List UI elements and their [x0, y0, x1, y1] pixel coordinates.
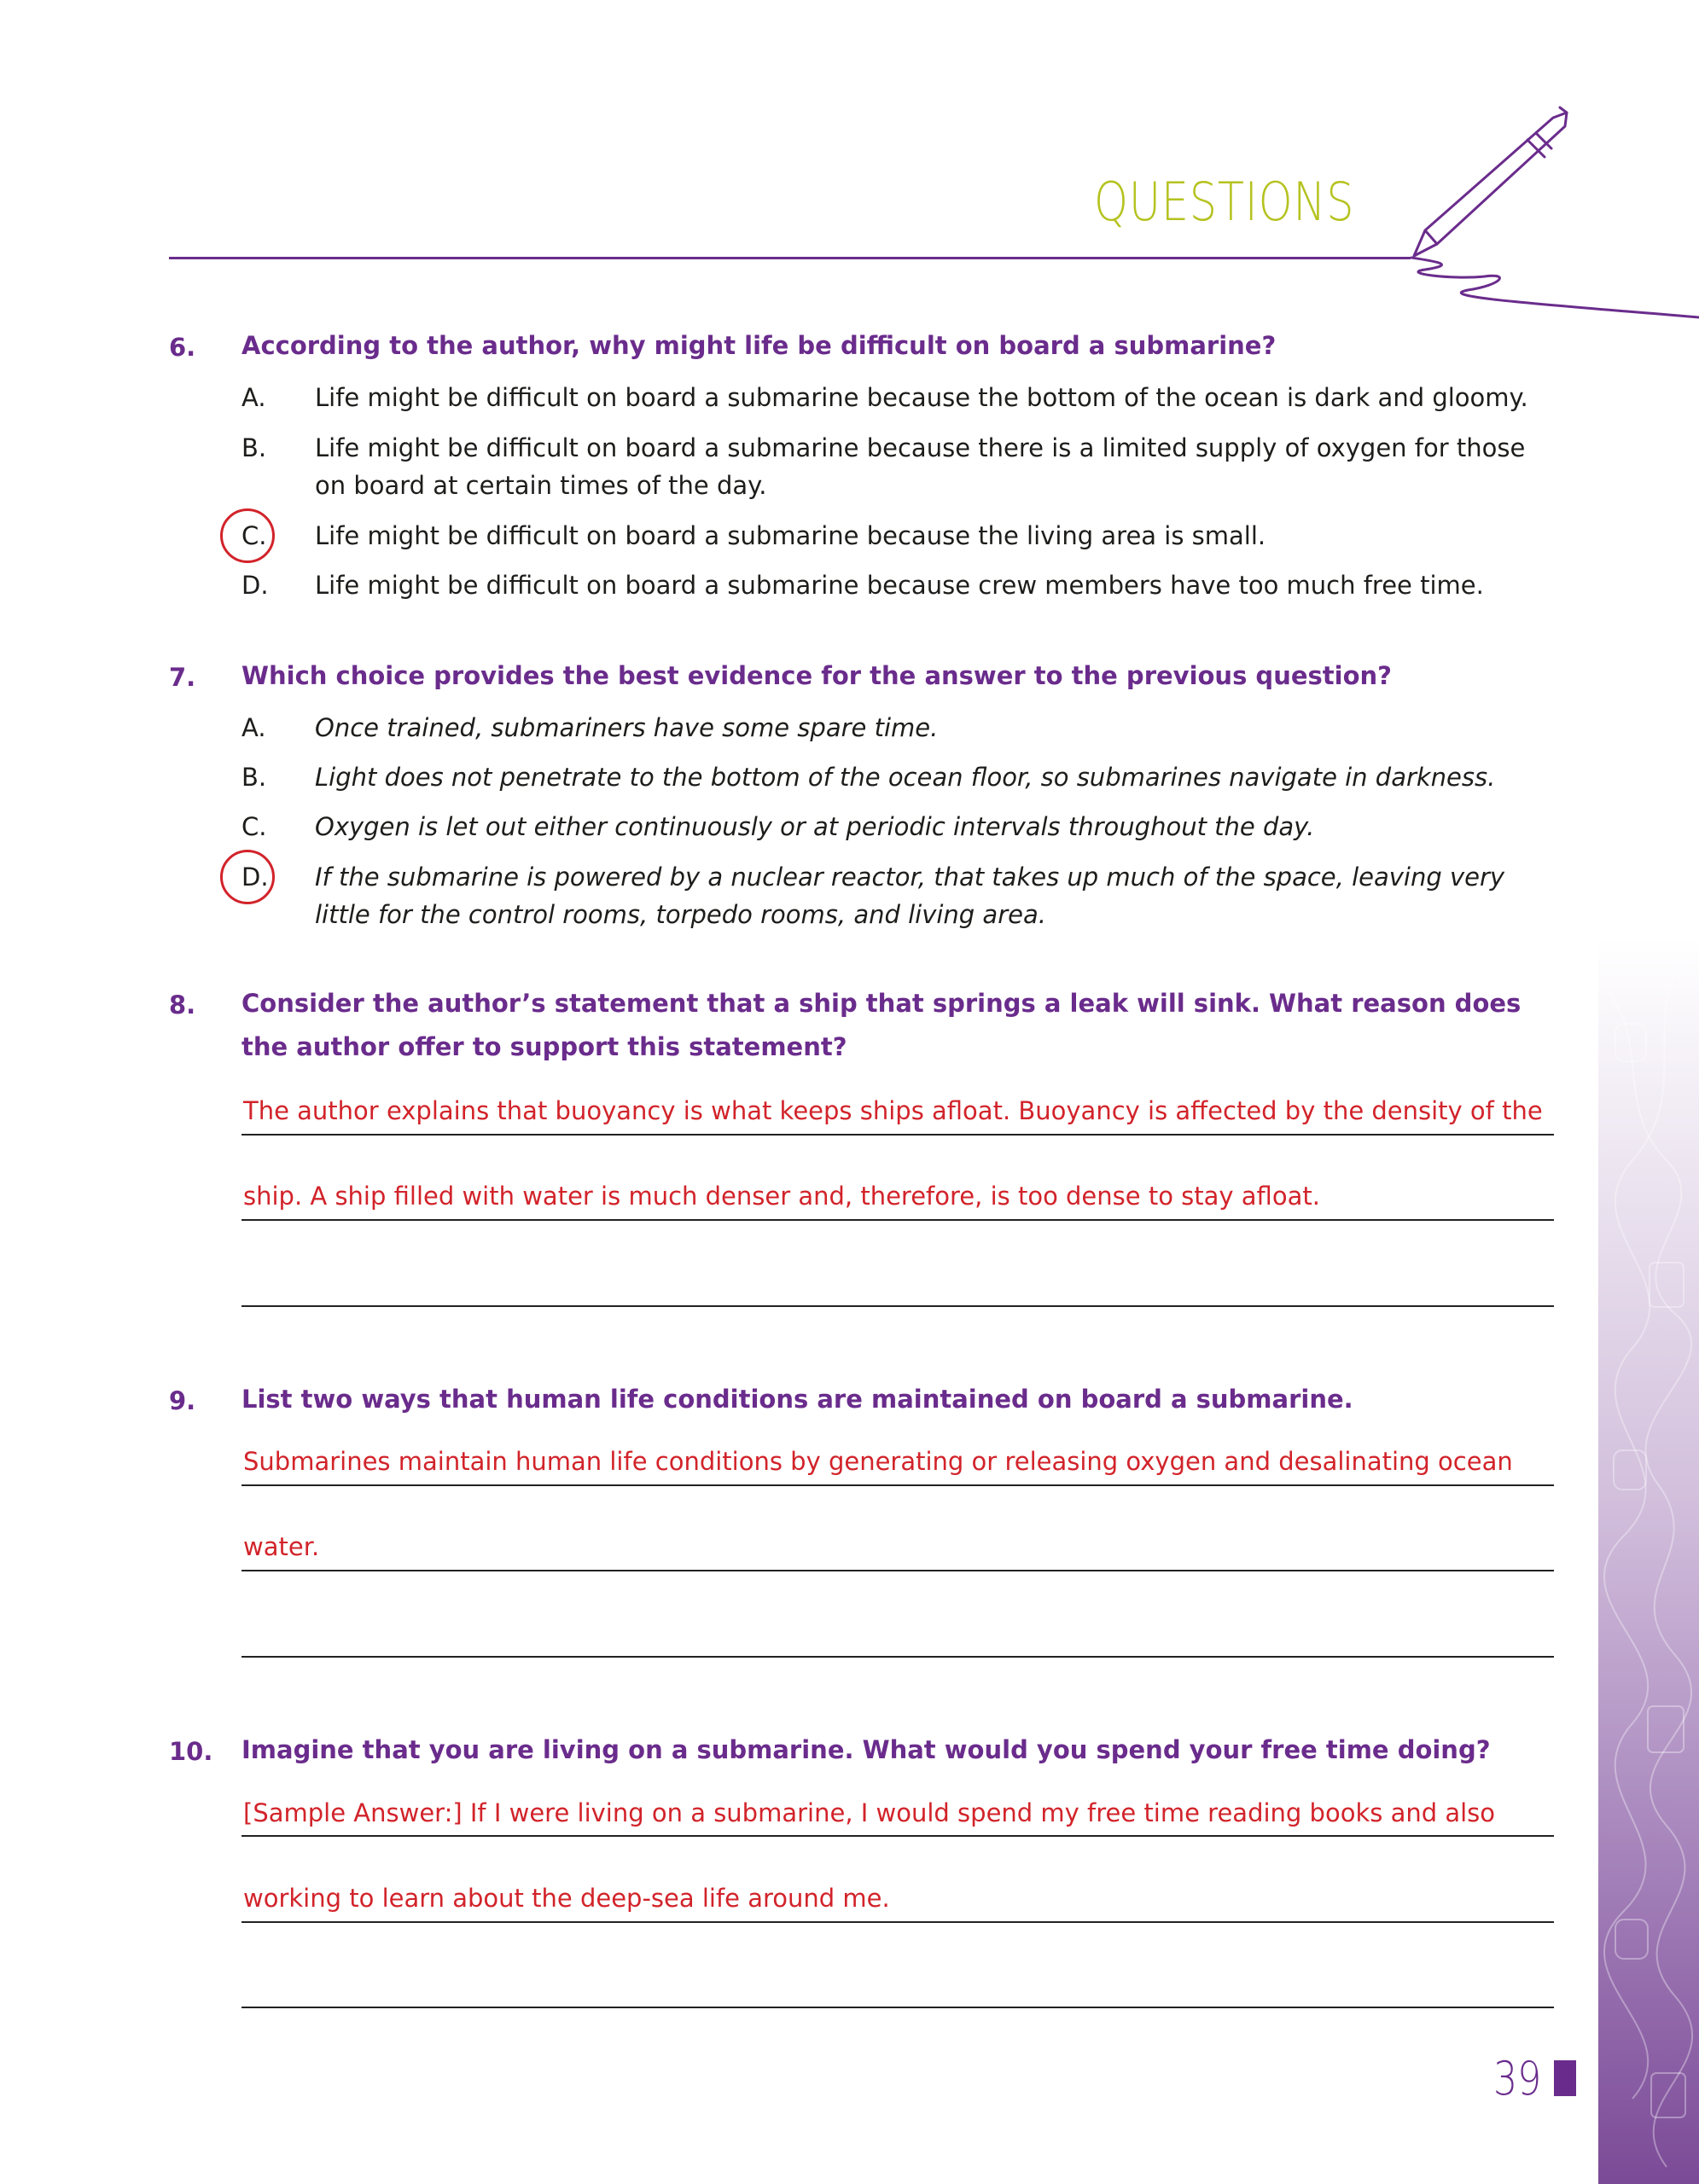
answer-text: water.	[243, 1532, 320, 1561]
answer-text: The author explains that buoyancy is what keeps ships afloat. Buoyancy is affected by the density of the	[243, 1096, 1543, 1125]
option-letter: C.	[241, 812, 267, 841]
option-letter: D.	[241, 571, 269, 600]
option-text: Light does not penetrate to the bottom of the ocean floor, so submarines navigate in darkness.	[315, 763, 1496, 792]
option-text: Life might be difficult on board a submarine because there is a limited supply of oxygen for those on board at certain times of the day.	[315, 433, 1526, 500]
question-number: 6.	[169, 333, 196, 362]
option-letter: B.	[241, 433, 267, 462]
decorative-sidebar	[1598, 938, 1699, 2184]
section-title: QUESTIONS	[1094, 171, 1355, 233]
option-letter: A.	[241, 713, 266, 742]
option-letter: B.	[241, 763, 267, 792]
answer-text: working to learn about the deep-sea life around me.	[243, 1884, 890, 1913]
question-number: 9.	[169, 1386, 196, 1415]
question-number: 10.	[169, 1737, 213, 1766]
answer-line[interactable]	[241, 1484, 1554, 1486]
question-prompt: Which choice provides the best evidence for the answer to the previous question?	[241, 661, 1392, 690]
answer-text: [Sample Answer:] If I were living on a submarine, I would spend my free time reading books and also	[243, 1798, 1496, 1827]
option-text: Life might be difficult on board a submarine because the living area is small.	[315, 521, 1266, 550]
pen-icon	[1399, 102, 1699, 324]
answer-text: Submarines maintain human life conditions by generating or releasing oxygen and desalinating ocean	[243, 1447, 1513, 1476]
answer-line[interactable]	[241, 1835, 1554, 1837]
header-rule	[169, 257, 1411, 259]
question-number: 7.	[169, 663, 196, 692]
option-text: Oxygen is let out either continuously or at periodic intervals throughout the day.	[315, 812, 1315, 841]
doodle-pattern	[1598, 938, 1699, 2184]
answer-line[interactable]	[241, 1134, 1554, 1136]
option-letter: C.	[241, 521, 267, 550]
answer-line[interactable]	[241, 1921, 1554, 1923]
answer-line[interactable]	[241, 1656, 1554, 1658]
answer-line[interactable]	[241, 1305, 1554, 1307]
question-number: 8.	[169, 990, 196, 1019]
answer-line[interactable]	[241, 1219, 1554, 1221]
option-letter: A.	[241, 383, 266, 412]
option-letter: D.	[241, 863, 269, 892]
page-number: 39	[1493, 2052, 1542, 2106]
page-marker-square	[1554, 2060, 1576, 2096]
option-text: If the submarine is powered by a nuclear reactor, that takes up much of the space, leaving very little for the control rooms, torpedo rooms, and living area.	[315, 863, 1505, 929]
question-prompt: Consider the author’s statement that a ship that springs a leak will sink. What reason does the author offer to support this statement?	[241, 989, 1522, 1061]
option-text: Life might be difficult on board a submarine because crew members have too much free time.	[315, 571, 1484, 600]
question-prompt: List two ways that human life conditions are maintained on board a submarine.	[241, 1385, 1353, 1414]
question-prompt: Imagine that you are living on a submarine. What would you spend your free time doing?	[241, 1735, 1491, 1764]
answer-text: ship. A ship filled with water is much denser and, therefore, is too dense to stay afloat.	[243, 1182, 1320, 1211]
option-text: Life might be difficult on board a submarine because the bottom of the ocean is dark and gloomy.	[315, 383, 1528, 412]
option-text: Once trained, submariners have some spare time.	[315, 713, 939, 742]
question-prompt: According to the author, why might life be difficult on board a submarine?	[241, 331, 1277, 360]
answer-line[interactable]	[241, 2007, 1554, 2008]
answer-line[interactable]	[241, 1570, 1554, 1571]
